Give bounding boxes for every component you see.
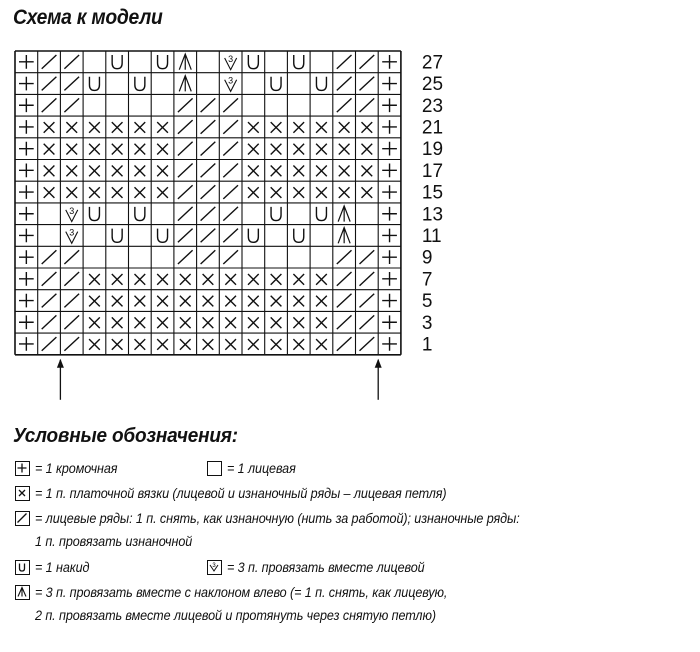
k3tog-digit: 3 [69, 205, 75, 216]
slip-stitch-symbol [15, 511, 30, 526]
row-label: 17 [421, 160, 444, 182]
row-label: 7 [421, 269, 433, 291]
legend-k3tog: = 3 п. провязать вместе лицевой [227, 559, 425, 575]
k3tog-symbol [207, 560, 222, 575]
row-label: 15 [421, 182, 444, 204]
legend-title: Условные обозначения: [13, 425, 238, 447]
legend-sk2p-line2: 2 п. провязать вместе лицевой и протянуть через снятую петлю) [35, 607, 436, 623]
legend-knit: = 1 лицевая [227, 460, 296, 476]
row-label: 23 [421, 95, 444, 117]
knit-stitch-symbol [207, 461, 222, 476]
row-label: 25 [421, 74, 444, 96]
row-label: 21 [421, 117, 444, 139]
k3tog-digit: 3 [69, 227, 75, 238]
legend-yo: = 1 накид [35, 559, 90, 575]
row-label: 11 [421, 225, 442, 247]
repeat-marker-arrow [375, 359, 382, 368]
repeat-marker-arrow [57, 359, 64, 368]
row-label: 3 [421, 312, 433, 334]
row-label: 9 [421, 247, 433, 269]
row-label: 13 [421, 204, 444, 226]
legend-edge: = 1 кромочная [35, 460, 118, 476]
legend-slip-line1: = лицевые ряды: 1 п. снять, как изнаночную (нить за работой); изнаночные ряды: [35, 510, 520, 526]
k3tog-digit: 3 [228, 75, 234, 86]
sk2p-symbol [15, 585, 30, 600]
chart-title: Схема к модели [13, 6, 163, 29]
k3tog-digit: 3 [228, 54, 234, 64]
legend-garter: = 1 п. платочной вязки (лицевой и изнаночный ряды – лицевая петля) [35, 485, 447, 501]
yarn-over-symbol [15, 560, 30, 575]
row-label: 1 [421, 334, 433, 356]
row-label: 5 [421, 291, 433, 313]
edge-stitch-symbol [15, 461, 30, 476]
legend-sk2p-line1: = 3 п. провязать вместе с наклоном влево (= 1 п. снять, как лицевую, [35, 584, 448, 600]
row-label: 27 [421, 52, 444, 74]
k3tog-digit: 3 [212, 563, 216, 569]
legend-slip-line2: 1 п. провязать изнаночной [35, 533, 193, 549]
garter-stitch-symbol [15, 486, 30, 501]
row-label: 19 [421, 139, 444, 161]
